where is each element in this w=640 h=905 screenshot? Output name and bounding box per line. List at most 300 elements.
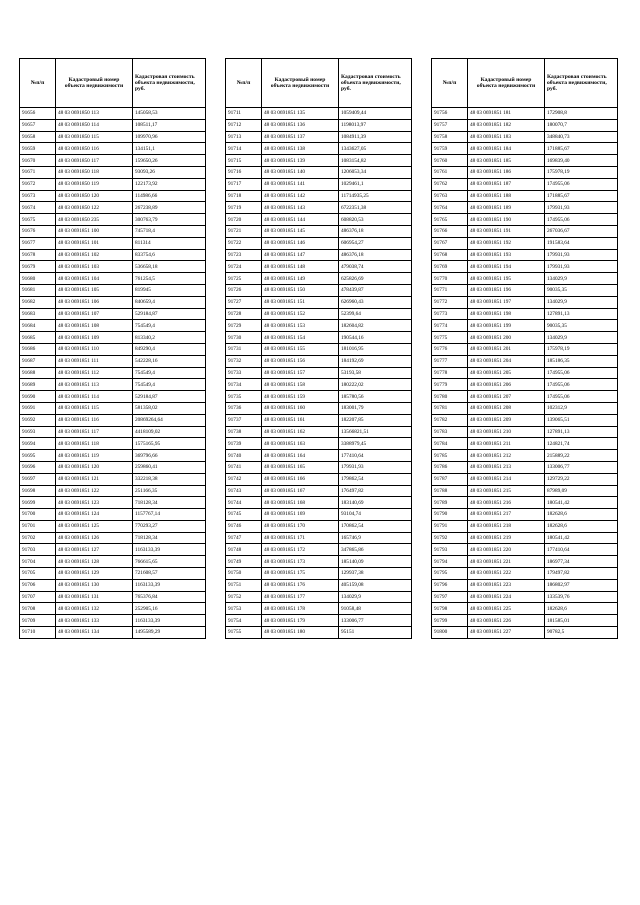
row-number: 91764 [432, 202, 468, 214]
row-number: 91717 [226, 178, 262, 190]
row-number: 91709 [20, 615, 56, 627]
cadastral-number: 48 03 0691851 221 [468, 556, 545, 568]
cadastral-number: 48 03 0691850 118 [56, 166, 133, 178]
cadastral-number: 48 03 0691850 235 [56, 214, 133, 226]
row-number: 91745 [226, 509, 262, 521]
table-row [432, 485, 618, 497]
table-row [432, 615, 618, 627]
header-num: №п/п [226, 59, 262, 108]
cadastral-cost: 180070,7 [545, 119, 618, 131]
table-row [432, 320, 618, 332]
cadastral-number: 48 03 0691851 132 [56, 603, 133, 615]
cadastral-number: 48 03 0691851 194 [468, 261, 545, 273]
table-row [432, 261, 618, 273]
cadastral-cost: 179497,82 [545, 568, 618, 580]
cadastral-cost: 186977,34 [545, 556, 618, 568]
cadastral-number: 48 03 0691851 128 [56, 556, 133, 568]
cadastral-cost: 813340,2 [133, 332, 206, 344]
cadastral-number: 48 03 0691851 114 [56, 391, 133, 403]
cadastral-cost: 133006,77 [339, 615, 412, 627]
table-row [20, 532, 206, 544]
row-number: 91730 [226, 332, 262, 344]
cadastral-cost: 127891,13 [545, 426, 618, 438]
cadastral-cost: 186802,97 [545, 579, 618, 591]
table-row [226, 497, 412, 509]
table-row [226, 273, 412, 285]
row-number: 91781 [432, 402, 468, 414]
cadastral-number: 48 03 0691851 220 [468, 544, 545, 556]
cadastral-cost: 129937,38 [339, 568, 412, 580]
cadastral-cost: 745718,4 [133, 225, 206, 237]
cadastral-number: 48 03 0691851 195 [468, 273, 545, 285]
cadastral-number: 48 03 0691851 180 [262, 627, 339, 639]
table-row [432, 568, 618, 580]
cadastral-cost: 182628,6 [545, 603, 618, 615]
header-num: №п/п [20, 59, 56, 108]
table-row [226, 284, 412, 296]
cadastral-cost: 1059409,44 [339, 108, 412, 120]
row-number: 91715 [226, 155, 262, 167]
cadastral-number: 48 03 0691851 154 [262, 332, 339, 344]
cadastral-number: 48 03 0691851 159 [262, 391, 339, 403]
cadastral-cost: 251166,35 [133, 485, 206, 497]
row-number: 91749 [226, 556, 262, 568]
cadastral-number: 48 03 0691851 155 [262, 343, 339, 355]
cadastral-number: 48 03 0691851 118 [56, 438, 133, 450]
row-number: 91758 [432, 131, 468, 143]
cadastral-number: 48 03 0691851 123 [56, 497, 133, 509]
table-row [226, 379, 412, 391]
table-row [20, 332, 206, 344]
cadastral-cost: 348840,73 [545, 131, 618, 143]
cadastral-cost: 129729,22 [545, 473, 618, 485]
row-number: 91683 [20, 308, 56, 320]
table-row [432, 143, 618, 155]
row-number: 91795 [432, 568, 468, 580]
cadastral-number: 48 03 0691851 164 [262, 450, 339, 462]
table-row [432, 450, 618, 462]
row-number: 91768 [432, 249, 468, 261]
table-row [226, 355, 412, 367]
table-row [226, 426, 412, 438]
row-number: 91714 [226, 143, 262, 155]
cadastral-number: 48 03 0691851 142 [262, 190, 339, 202]
table-row [20, 520, 206, 532]
row-number: 91724 [226, 261, 262, 273]
cadastral-number: 48 03 0691850 117 [56, 155, 133, 167]
table-row [226, 485, 412, 497]
table-row [20, 556, 206, 568]
cadastral-number: 48 03 0691851 100 [56, 225, 133, 237]
cadastral-cost: 13566821,51 [339, 426, 412, 438]
row-number: 91796 [432, 579, 468, 591]
table-row [20, 143, 206, 155]
cadastral-cost: 114986,66 [133, 190, 206, 202]
cadastral-number: 48 03 0691851 107 [56, 308, 133, 320]
cadastral-cost: 179931,93 [545, 249, 618, 261]
cadastral-cost: 53193,58 [339, 367, 412, 379]
cadastral-number: 48 03 0691851 187 [468, 178, 545, 190]
cadastral-number: 48 03 0691851 191 [468, 225, 545, 237]
cadastral-table-1 [19, 58, 206, 639]
row-number: 91689 [20, 379, 56, 391]
table-row [432, 178, 618, 190]
cadastral-number: 48 03 0691851 185 [468, 155, 545, 167]
table-row [226, 367, 412, 379]
cadastral-number: 48 03 0691851 106 [56, 296, 133, 308]
row-number: 91656 [20, 108, 56, 120]
cadastral-cost: 486376,18 [339, 249, 412, 261]
table-row [432, 237, 618, 249]
row-number: 91675 [20, 214, 56, 226]
cadastral-number: 48 03 0691851 170 [262, 520, 339, 532]
row-number: 91737 [226, 414, 262, 426]
table-row [226, 509, 412, 521]
cadastral-cost: 1083154,82 [339, 155, 412, 167]
row-number: 91765 [432, 214, 468, 226]
cadastral-number: 48 03 0691850 113 [56, 108, 133, 120]
cadastral-cost: 20869264,64 [133, 414, 206, 426]
cadastral-cost: 90035,35 [545, 320, 618, 332]
cadastral-number: 48 03 0691850 116 [56, 143, 133, 155]
row-number: 91708 [20, 603, 56, 615]
table-row [20, 155, 206, 167]
cadastral-number: 48 03 0691851 204 [468, 355, 545, 367]
cadastral-number: 48 03 0691851 212 [468, 450, 545, 462]
row-number: 91748 [226, 544, 262, 556]
cadastral-cost: 174955,06 [545, 214, 618, 226]
table-row [432, 591, 618, 603]
row-number: 91716 [226, 166, 262, 178]
cadastral-number: 48 03 0691851 152 [262, 308, 339, 320]
row-number: 91729 [226, 320, 262, 332]
row-number: 91731 [226, 343, 262, 355]
header-cost: Кадастровая стоимость объекта недвижимости, руб. [133, 59, 206, 108]
table-row [20, 261, 206, 273]
row-number: 91767 [432, 237, 468, 249]
row-number: 91657 [20, 119, 56, 131]
cadastral-number: 48 03 0691851 208 [468, 402, 545, 414]
cadastral-cost: 718128,34 [133, 532, 206, 544]
table-row [20, 202, 206, 214]
table-row [20, 391, 206, 403]
row-number: 91769 [432, 261, 468, 273]
cadastral-number: 48 03 0691851 101 [56, 237, 133, 249]
cadastral-number: 48 03 0691851 181 [468, 108, 545, 120]
table-row [20, 178, 206, 190]
cadastral-number: 48 03 0691851 219 [468, 532, 545, 544]
cadastral-cost: 765376,84 [133, 591, 206, 603]
table-row [226, 461, 412, 473]
table-row [226, 143, 412, 155]
cadastral-cost: 1157767,14 [133, 509, 206, 521]
row-number: 91755 [226, 627, 262, 639]
cadastral-cost: 172908,8 [545, 108, 618, 120]
cadastral-number: 48 03 0691851 122 [56, 485, 133, 497]
row-number: 91742 [226, 473, 262, 485]
row-number: 91772 [432, 296, 468, 308]
cadastral-cost: 171885,67 [545, 190, 618, 202]
cadastral-number: 48 03 0691851 173 [262, 556, 339, 568]
table-row [226, 308, 412, 320]
cadastral-cost: 179931,93 [339, 461, 412, 473]
cadastral-cost: 608820,53 [339, 214, 412, 226]
table-row [226, 225, 412, 237]
cadastral-number: 48 03 0691851 148 [262, 261, 339, 273]
table-row [226, 108, 412, 120]
table-row [432, 627, 618, 639]
row-number: 91677 [20, 237, 56, 249]
table-row [432, 155, 618, 167]
row-number: 91691 [20, 402, 56, 414]
table-row [432, 225, 618, 237]
cadastral-number: 48 03 0691851 213 [468, 461, 545, 473]
row-number: 91773 [432, 308, 468, 320]
cadastral-cost: 182207,85 [339, 414, 412, 426]
table-row [432, 532, 618, 544]
table-row [20, 568, 206, 580]
row-number: 91703 [20, 544, 56, 556]
table-row [432, 367, 618, 379]
table-row [226, 556, 412, 568]
table-row [226, 627, 412, 639]
row-number: 91671 [20, 166, 56, 178]
cadastral-cost: 849290,4 [133, 343, 206, 355]
table-row [226, 237, 412, 249]
cadastral-cost: 3388979,45 [339, 438, 412, 450]
cadastral-cost: 1163133,39 [133, 615, 206, 627]
cadastral-cost: 182628,6 [545, 509, 618, 521]
row-number: 91670 [20, 155, 56, 167]
cadastral-cost: 175978,19 [545, 343, 618, 355]
cadastral-number: 48 03 0691851 217 [468, 509, 545, 521]
cadastral-cost: 174955,06 [545, 391, 618, 403]
cadastral-number: 48 03 0691851 171 [262, 532, 339, 544]
cadastral-cost: 479038,74 [339, 261, 412, 273]
cadastral-number: 48 03 0691851 183 [468, 131, 545, 143]
cadastral-number: 48 03 0691851 209 [468, 414, 545, 426]
row-number: 91718 [226, 190, 262, 202]
row-number: 91685 [20, 332, 56, 344]
cadastral-cost: 170862,54 [339, 520, 412, 532]
cadastral-cost: 754549,4 [133, 320, 206, 332]
row-number: 91692 [20, 414, 56, 426]
row-number: 91762 [432, 178, 468, 190]
table-row [226, 532, 412, 544]
cadastral-cost: 174955,06 [545, 379, 618, 391]
cadastral-cost: 134029,9 [545, 296, 618, 308]
cadastral-cost: 1084911,39 [339, 131, 412, 143]
cadastral-number: 48 03 0691851 157 [262, 367, 339, 379]
cadastral-number: 48 03 0691851 120 [56, 461, 133, 473]
cadastral-cost: 405159,08 [339, 579, 412, 591]
row-number: 91771 [432, 284, 468, 296]
row-number: 91727 [226, 296, 262, 308]
cadastral-number: 48 03 0691851 223 [468, 579, 545, 591]
row-number: 91659 [20, 143, 56, 155]
table-row [432, 414, 618, 426]
table-row [20, 379, 206, 391]
table-row [20, 131, 206, 143]
table-row [432, 544, 618, 556]
cadastral-cost: 102312,9 [545, 402, 618, 414]
table-row [226, 391, 412, 403]
cadastral-number: 48 03 0691851 156 [262, 355, 339, 367]
table-row [432, 497, 618, 509]
cadastral-cost: 177410,64 [545, 544, 618, 556]
cadastral-cost: 486376,18 [339, 225, 412, 237]
row-number: 91800 [432, 627, 468, 639]
row-number: 91713 [226, 131, 262, 143]
cadastral-number: 48 03 0691851 163 [262, 438, 339, 450]
cadastral-cost: 179931,93 [545, 202, 618, 214]
cadastral-cost: 93104,74 [339, 509, 412, 521]
table-row [432, 332, 618, 344]
row-number: 91738 [226, 426, 262, 438]
table-row [226, 261, 412, 273]
row-number: 91681 [20, 284, 56, 296]
cadastral-cost: 134029,9 [339, 591, 412, 603]
row-number: 91711 [226, 108, 262, 120]
cadastral-number: 48 03 0691851 193 [468, 249, 545, 261]
cadastral-cost: 819945 [133, 284, 206, 296]
cadastral-number: 48 03 0691851 184 [468, 143, 545, 155]
cadastral-number: 48 03 0691851 201 [468, 343, 545, 355]
row-number: 91702 [20, 532, 56, 544]
table-row [226, 520, 412, 532]
cadastral-number: 48 03 0691851 126 [56, 532, 133, 544]
row-number: 91750 [226, 568, 262, 580]
cadastral-cost: 87989,09 [545, 485, 618, 497]
row-number: 91684 [20, 320, 56, 332]
cadastral-cost: 95151 [339, 627, 412, 639]
cadastral-number: 48 03 0691851 137 [262, 131, 339, 143]
row-number: 91784 [432, 438, 468, 450]
row-number: 91704 [20, 556, 56, 568]
cadastral-cost: 11714935,25 [339, 190, 412, 202]
cadastral-number: 48 03 0691851 226 [468, 615, 545, 627]
header-cadastral: Кадастровый номер объекта недвижимости [262, 59, 339, 108]
cadastral-cost: 174955,06 [545, 367, 618, 379]
cadastral-cost: 122173,92 [133, 178, 206, 190]
cadastral-cost: 542228,16 [133, 355, 206, 367]
cadastral-number: 48 03 0691851 224 [468, 591, 545, 603]
cadastral-cost: 180541,42 [545, 532, 618, 544]
row-number: 91779 [432, 379, 468, 391]
table-row [226, 615, 412, 627]
row-number: 91680 [20, 273, 56, 285]
row-number: 91695 [20, 450, 56, 462]
cadastral-cost: 134151,1 [133, 143, 206, 155]
cadastral-number: 48 03 0691851 151 [262, 296, 339, 308]
cadastral-cost: 183001,79 [339, 402, 412, 414]
table-row [432, 166, 618, 178]
row-number: 91798 [432, 603, 468, 615]
cadastral-number: 48 03 0691851 143 [262, 202, 339, 214]
row-number: 91698 [20, 485, 56, 497]
table-row [432, 603, 618, 615]
cadastral-number: 48 03 0691851 207 [468, 391, 545, 403]
table-row [20, 402, 206, 414]
cadastral-cost: 185186,35 [545, 355, 618, 367]
row-number: 91720 [226, 214, 262, 226]
table-row [432, 296, 618, 308]
table-row [432, 202, 618, 214]
cadastral-number: 48 03 0691850 120 [56, 190, 133, 202]
cadastral-number: 48 03 0691851 227 [468, 627, 545, 639]
cadastral-number: 48 03 0691851 186 [468, 166, 545, 178]
header-cost: Кадастровая стоимость объекта недвижимости, руб. [545, 59, 618, 108]
cadastral-cost: 369796,66 [133, 450, 206, 462]
row-number: 91693 [20, 426, 56, 438]
header-cost: Кадастровая стоимость объекта недвижимости, руб. [339, 59, 412, 108]
header-num: №п/п [432, 59, 468, 108]
table-row [20, 461, 206, 473]
table-row [20, 166, 206, 178]
cadastral-cost: 133006,77 [545, 461, 618, 473]
cadastral-cost: 182628,6 [545, 520, 618, 532]
cadastral-number: 48 03 0691851 130 [56, 579, 133, 591]
cadastral-cost: 811314 [133, 237, 206, 249]
table-row [226, 155, 412, 167]
cadastral-table-2 [225, 58, 412, 639]
table-row [432, 214, 618, 226]
row-number: 91782 [432, 414, 468, 426]
table-row [432, 509, 618, 521]
cadastral-number: 48 03 0691850 122 [56, 202, 133, 214]
cadastral-number: 48 03 0691851 222 [468, 568, 545, 580]
table-row [226, 473, 412, 485]
row-number: 91690 [20, 391, 56, 403]
table-row [226, 190, 412, 202]
table-row [226, 296, 412, 308]
table-row [226, 332, 412, 344]
cadastral-number: 48 03 0691851 124 [56, 509, 133, 521]
row-number: 91678 [20, 249, 56, 261]
cadastral-number: 48 03 0691851 197 [468, 296, 545, 308]
row-number: 91776 [432, 343, 468, 355]
row-number: 91740 [226, 450, 262, 462]
row-number: 91721 [226, 225, 262, 237]
row-number: 91658 [20, 131, 56, 143]
cadastral-cost: 52399,64 [339, 308, 412, 320]
table-row [20, 497, 206, 509]
row-number: 91778 [432, 367, 468, 379]
table-row [432, 108, 618, 120]
cadastral-cost: 1575165,95 [133, 438, 206, 450]
table-row [432, 308, 618, 320]
table-row [20, 485, 206, 497]
table-body [226, 108, 412, 639]
row-number: 91759 [432, 143, 468, 155]
row-number: 91674 [20, 202, 56, 214]
cadastral-cost: 259860,41 [133, 461, 206, 473]
cadastral-number: 48 03 0691851 167 [262, 485, 339, 497]
cadastral-number: 48 03 0691851 121 [56, 473, 133, 485]
cadastral-number: 48 03 0691851 146 [262, 237, 339, 249]
row-number: 91790 [432, 509, 468, 521]
cadastral-cost: 1163133,39 [133, 544, 206, 556]
row-number: 91694 [20, 438, 56, 450]
cadastral-cost: 267238,89 [133, 202, 206, 214]
table-row [20, 414, 206, 426]
cadastral-number: 48 03 0691851 205 [468, 367, 545, 379]
row-number: 91710 [20, 627, 56, 639]
table-row [226, 579, 412, 591]
row-number: 91700 [20, 509, 56, 521]
row-number: 91753 [226, 603, 262, 615]
row-number: 91728 [226, 308, 262, 320]
